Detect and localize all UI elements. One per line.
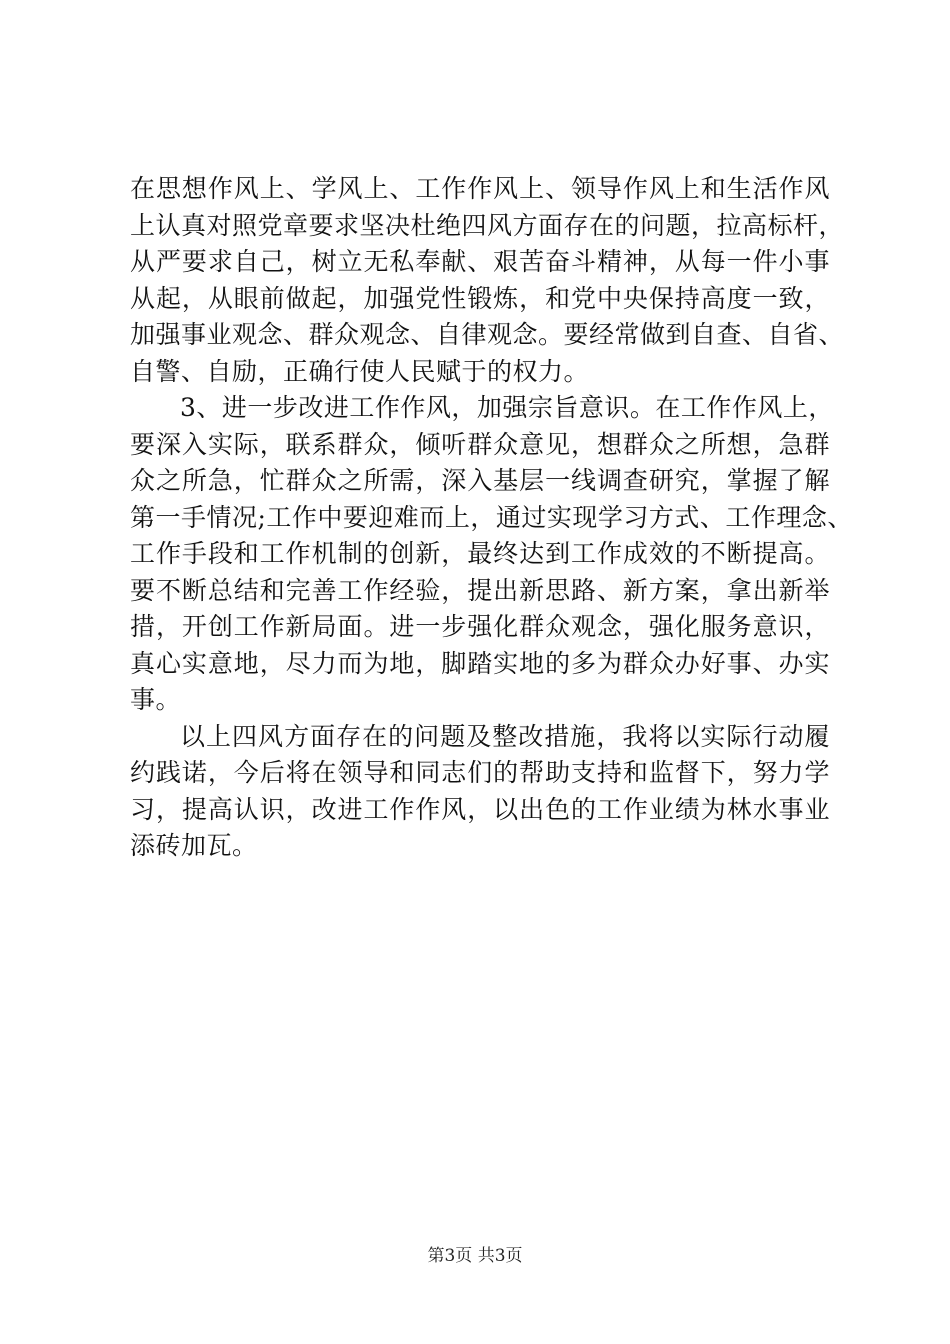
text-line: 工作手段和工作机制的创新，最终达到工作成效的不断提高。: [130, 539, 830, 568]
text-line: 从严要求自己，树立无私奉献、艰苦奋斗精神，从每一件小事: [130, 247, 830, 276]
text-line: 第一手情况;工作中要迎难而上，通过实现学习方式、工作理念、: [130, 502, 853, 532]
text-line: 要深入实际，联系群众，倾听群众意见，想群众之所想，急群: [130, 429, 830, 459]
text-line: 习，提高认识，改进工作作风，以出色的工作业绩为林水事业: [130, 794, 830, 824]
text-line: 众之所急，忙群众之所需，深入基层一线调查研究，掌握了解: [130, 466, 830, 495]
page-number-footer: 第3页 共3页: [427, 1246, 523, 1266]
text-line: 措，开创工作新局面。进一步强化群众观念，强化服务意识，: [130, 612, 830, 641]
paragraph-start-line: 3、进一步改进工作作风，加强宗旨意识。在工作作风上，: [180, 393, 834, 422]
text-line: 从起，从眼前做起，加强党性锻炼，和党中央保持高度一致，: [130, 283, 830, 313]
text-line: 添砖加瓦。: [130, 831, 258, 860]
text-line: 要不断总结和完善工作经验，提出新思路、新方案，拿出新举: [130, 575, 830, 605]
text-line: 事。: [130, 685, 182, 714]
text-line: 上认真对照党章要求坚决杜绝四风方面存在的问题，拉高标杆，: [130, 210, 845, 240]
text-line: 加强事业观念、群众观念、自律观念。要经常做到自查、自省、: [130, 320, 845, 349]
text-line: 自警、自励，正确行使人民赋于的权力。: [130, 356, 590, 386]
paragraph-start-line: 以上四风方面存在的问题及整改措施，我将以实际行动履: [180, 721, 830, 751]
text-line: 在思想作风上、学风上、工作作风上、领导作风上和生活作风: [130, 174, 830, 203]
text-line: 真心实意地，尽力而为地，脚踏实地的多为群众办好事、办实: [130, 648, 830, 678]
document-body: [130, 171, 853, 865]
text-line: 约践诺，今后将在领导和同志们的帮助支持和监督下，努力学: [130, 758, 830, 787]
